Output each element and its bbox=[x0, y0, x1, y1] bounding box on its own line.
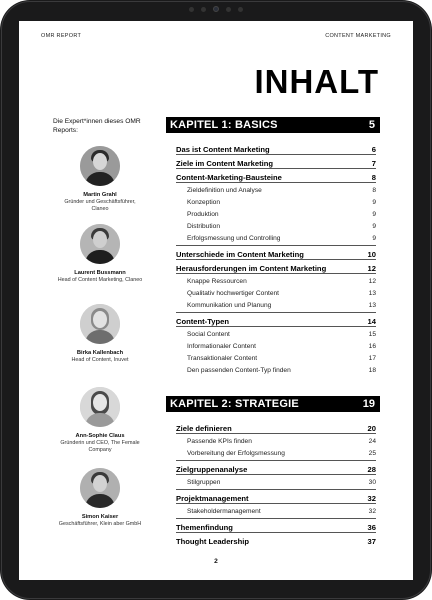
toc-entry-page: 28 bbox=[367, 465, 376, 474]
toc-entry[interactable] bbox=[176, 537, 376, 546]
expert-card bbox=[57, 224, 143, 284]
toc-subentry[interactable] bbox=[187, 199, 376, 206]
toc-entry-page: 7 bbox=[371, 159, 376, 168]
expert-role: Geschäftsführer, Klein aber GmbH bbox=[58, 521, 142, 527]
toc-entry[interactable] bbox=[176, 317, 376, 326]
expert-role: Gründer und Geschäftsführer, Claneo bbox=[64, 199, 136, 212]
toc-entry-title: Passende KPIs finden bbox=[187, 438, 252, 445]
toc-entry-page: 12 bbox=[368, 278, 376, 285]
toc-divider bbox=[176, 273, 376, 274]
expert-card bbox=[57, 387, 143, 454]
expert-name: Ann-Sophie Claus bbox=[75, 433, 125, 439]
sensor-dot bbox=[201, 7, 206, 12]
sensor-dot bbox=[226, 7, 231, 12]
expert-card bbox=[57, 304, 143, 364]
document-page bbox=[19, 21, 413, 580]
toc-entry-page: 30 bbox=[368, 479, 376, 486]
toc-entry-page: 8 bbox=[372, 187, 376, 194]
toc-entry-page: 36 bbox=[367, 523, 376, 532]
expert-avatar bbox=[80, 224, 120, 264]
running-header-right: CONTENT MARKETING bbox=[325, 33, 391, 39]
toc-entry-page: 9 bbox=[372, 235, 376, 242]
toc-divider bbox=[176, 182, 376, 183]
toc-entry-page: 25 bbox=[368, 450, 376, 457]
toc-entry-page: 37 bbox=[367, 537, 376, 546]
sensor-dot bbox=[238, 7, 243, 12]
toc-subentry[interactable] bbox=[187, 187, 376, 194]
toc-subentry[interactable] bbox=[187, 290, 376, 297]
toc-entry-title: Konzeption bbox=[187, 199, 220, 206]
expert-name: Laurent Bussmann bbox=[74, 270, 126, 276]
toc-subentry[interactable] bbox=[187, 343, 376, 350]
chapter-heading[interactable] bbox=[166, 396, 380, 412]
expert-name: Martin Grahl bbox=[83, 192, 117, 198]
toc-subentry[interactable] bbox=[187, 450, 376, 457]
toc-entry[interactable] bbox=[176, 159, 376, 168]
toc-subentry[interactable] bbox=[187, 438, 376, 445]
toc-entry-title: Thought Leadership bbox=[176, 537, 249, 546]
toc-entry-page: 9 bbox=[372, 211, 376, 218]
toc-divider bbox=[176, 154, 376, 155]
toc-entry-title: Themenfindung bbox=[176, 523, 233, 532]
expert-role: Gründerin und CEO, The Female Company bbox=[60, 440, 140, 453]
toc-divider bbox=[176, 503, 376, 504]
toc-entry[interactable] bbox=[176, 173, 376, 182]
toc-entry-title: Das ist Content Marketing bbox=[176, 145, 270, 154]
toc-divider bbox=[176, 489, 376, 490]
page-title: INHALT bbox=[254, 63, 379, 100]
expert-name: Simon Kaiser bbox=[81, 514, 119, 520]
toc-entry[interactable] bbox=[176, 424, 376, 433]
toc-entry-title: Social Content bbox=[187, 331, 230, 338]
toc-entry-title: Den passenden Content-Typ finden bbox=[187, 367, 291, 374]
toc-subentry[interactable] bbox=[187, 235, 376, 242]
toc-entry-title: Qualitativ hochwertiger Content bbox=[187, 290, 279, 297]
page-number: 2 bbox=[214, 558, 218, 565]
toc-entry-title: Projektmanagement bbox=[176, 494, 249, 503]
toc-subentry[interactable] bbox=[187, 302, 376, 309]
toc-entry-page: 15 bbox=[368, 331, 376, 338]
chapter-heading[interactable] bbox=[166, 117, 380, 133]
sensor-dot bbox=[189, 7, 194, 12]
toc-entry-page: 24 bbox=[368, 438, 376, 445]
running-header-left: OMR REPORT bbox=[41, 33, 82, 39]
toc-divider bbox=[176, 518, 376, 519]
chapter-page: 5 bbox=[368, 119, 375, 131]
toc-entry-page: 32 bbox=[367, 494, 376, 503]
toc-subentry[interactable] bbox=[187, 211, 376, 218]
toc-divider bbox=[176, 433, 376, 434]
toc-entry-page: 8 bbox=[371, 173, 376, 182]
toc-divider bbox=[176, 259, 376, 260]
toc-entry[interactable] bbox=[176, 523, 376, 532]
toc-entry-title: Zielgruppenanalyse bbox=[176, 465, 248, 474]
toc-entry-page: 18 bbox=[368, 367, 376, 374]
toc-divider bbox=[176, 245, 376, 246]
toc-entry-title: Unterschiede im Content Marketing bbox=[176, 250, 304, 259]
toc-divider bbox=[176, 326, 376, 327]
toc-entry-title: Transaktionaler Content bbox=[187, 355, 258, 362]
toc-divider bbox=[176, 460, 376, 461]
chapter-title: KAPITEL 2: STRATEGIE bbox=[170, 398, 299, 410]
toc-entry-title: Content-Marketing-Bausteine bbox=[176, 173, 282, 182]
toc-entry-page: 20 bbox=[367, 424, 376, 433]
expert-role: Head of Content, Inuvet bbox=[71, 357, 129, 363]
expert-role: Head of Content Marketing, Claneo bbox=[57, 277, 143, 283]
toc-entry-page: 13 bbox=[368, 302, 376, 309]
expert-card bbox=[57, 146, 143, 213]
toc-entry-title: Informationaler Content bbox=[187, 343, 256, 350]
expert-avatar bbox=[80, 146, 120, 186]
toc-subentry[interactable] bbox=[187, 278, 376, 285]
toc-entry-page: 10 bbox=[367, 250, 376, 259]
toc-entry[interactable] bbox=[176, 465, 376, 474]
toc-subentry[interactable] bbox=[187, 223, 376, 230]
toc-entry[interactable] bbox=[176, 494, 376, 503]
toc-entry-title: Herausforderungen im Content Marketing bbox=[176, 264, 327, 273]
toc-entry-page: 9 bbox=[372, 223, 376, 230]
toc-divider bbox=[176, 474, 376, 475]
toc-subentry[interactable] bbox=[187, 479, 376, 486]
toc-entry[interactable] bbox=[176, 250, 376, 259]
toc-entry-title: Erfolgsmessung und Controlling bbox=[187, 235, 281, 242]
toc-divider bbox=[176, 168, 376, 169]
toc-subentry[interactable] bbox=[187, 331, 376, 338]
toc-entry-title: Ziele im Content Marketing bbox=[176, 159, 274, 168]
toc-entry[interactable] bbox=[176, 145, 376, 154]
expert-card bbox=[57, 468, 143, 528]
toc-entry[interactable] bbox=[176, 264, 376, 273]
toc-entry-page: 9 bbox=[372, 199, 376, 206]
toc-entry-title: Distribution bbox=[187, 223, 220, 230]
toc-entry-title: Zieldefinition und Analyse bbox=[187, 187, 262, 194]
toc-entry-page: 32 bbox=[368, 508, 376, 515]
toc-divider bbox=[176, 532, 376, 533]
expert-avatar bbox=[80, 304, 120, 344]
camera-lens bbox=[213, 6, 219, 12]
toc-entry-title: Produktion bbox=[187, 211, 219, 218]
experts-heading: Die Expert*innen dieses OMR Reports: bbox=[53, 118, 141, 134]
toc-entry-page: 13 bbox=[368, 290, 376, 297]
toc-entry-title: Kommunikation und Planung bbox=[187, 302, 272, 309]
toc-divider bbox=[176, 312, 376, 313]
toc-entry-title: Content-Typen bbox=[176, 317, 230, 326]
toc-subentry[interactable] bbox=[187, 355, 376, 362]
toc-entry-title: Vorbereitung der Erfolgsmessung bbox=[187, 450, 285, 457]
expert-name: Birka Kallenbach bbox=[76, 350, 124, 356]
expert-avatar bbox=[80, 468, 120, 508]
toc-entry-page: 6 bbox=[371, 145, 376, 154]
toc-entry-title: Knappe Ressourcen bbox=[187, 278, 247, 285]
toc-entry-page: 17 bbox=[368, 355, 376, 362]
toc-entry-title: Stilgruppen bbox=[187, 479, 221, 486]
toc-entry-title: Ziele definieren bbox=[176, 424, 232, 433]
toc-entry-page: 12 bbox=[367, 264, 376, 273]
toc-entry-page: 14 bbox=[367, 317, 376, 326]
toc-subentry[interactable] bbox=[187, 367, 376, 374]
chapter-page: 19 bbox=[362, 398, 375, 410]
toc-entry-title: Stakeholdermanagement bbox=[187, 508, 261, 515]
camera-bar bbox=[189, 6, 243, 12]
expert-avatar bbox=[80, 387, 120, 427]
chapter-title: KAPITEL 1: BASICS bbox=[170, 119, 278, 131]
toc-subentry[interactable] bbox=[187, 508, 376, 515]
toc-entry-page: 16 bbox=[368, 343, 376, 350]
